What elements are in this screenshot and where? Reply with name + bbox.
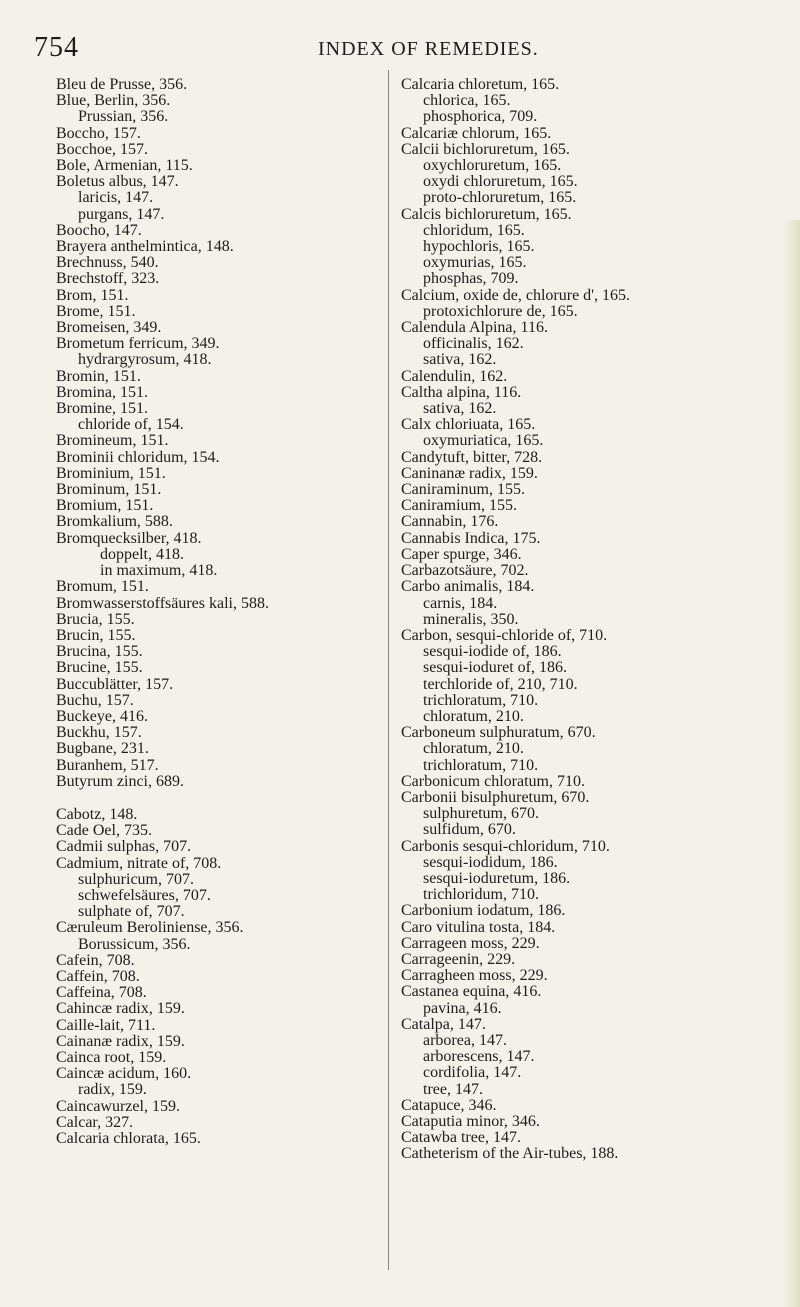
index-entry: Caniramium, 155. [401,497,517,515]
index-entry: Carbonii bisulphuretum, 670. [401,788,590,806]
index-subentry: radix, 159. [78,1081,147,1099]
index-entry: Buchu, 157. [56,691,134,709]
index-entry: Cadmium, nitrate of, 708. [56,854,222,872]
left-column [56,77,381,1147]
index-entry: Brucia, 155. [56,610,135,628]
index-entry: Buckeye, 416. [56,707,148,725]
index-subentry: chloratum, 210. [423,740,524,758]
index-entry: Boocho, 147. [56,221,142,239]
index-entry: Buranhem, 517. [56,756,159,774]
index-entry: Caincawurzel, 159. [56,1097,180,1115]
index-subentry: chlorica, 165. [423,92,511,110]
right-column [401,77,776,1163]
index-entry: Cæruleum Beroliniense, 356. [56,919,244,937]
index-entry: Calcii bichloruretum, 165. [401,140,570,158]
index-subentry: doppelt, 418. [100,545,184,563]
index-subentry: sulphuretum, 670. [423,805,539,823]
index-entry: Carboneum sulphuratum, 670. [401,724,596,742]
page-edge-stain [784,220,800,1307]
index-entry: Carragheen moss, 229. [401,967,548,985]
index-subentry: oxymuriatica, 165. [423,432,544,450]
page-header [0,32,800,66]
index-entry: Caincæ acidum, 160. [56,1065,192,1083]
index-entry: Bromum, 151. [56,578,149,596]
index-subentry: tree, 147. [423,1080,483,1098]
index-subentry: hypochloris, 165. [423,238,535,256]
index-subentry: terchloride of, 210, 710. [423,675,578,693]
index-entry: Brominii chloridum, 154. [56,448,220,466]
index-entry: Brometum ferricum, 349. [56,335,220,353]
index-entry: Blue, Berlin, 356. [56,92,171,110]
index-entry: Cannabis Indica, 175. [401,529,541,547]
index-entry: Catawba tree, 147. [401,1129,521,1147]
index-entry: Bromwasserstoffsäures kali, 588. [56,594,269,612]
running-title: INDEX OF REMEDIES. [318,38,539,60]
index-entry: Carbonis sesqui-chloridum, 710. [401,837,610,855]
index-subentry: arborea, 147. [423,1031,507,1049]
index-subentry: sulphate of, 707. [78,903,185,921]
index-entry: Bromina, 151. [56,383,148,401]
index-entry: Brechnuss, 540. [56,254,159,272]
index-entry: Brucin, 155. [56,626,136,644]
index-entry: Cadmii sulphas, 707. [56,838,192,856]
index-entry: Boccho, 157. [56,124,141,142]
index-subentry: sativa, 162. [423,400,497,418]
index-entry: Bromkalium, 588. [56,513,173,531]
index-entry: Buckhu, 157. [56,724,142,742]
section-gap [56,790,381,807]
index-subentry: sativa, 162. [423,351,497,369]
index-subentry: proto-chloruretum, 165. [423,189,577,207]
index-subentry: schwefelsäures, 707. [78,886,211,904]
index-entry: Calcaria chlorata, 165. [56,1130,201,1147]
index-entry: Bromium, 151. [56,497,154,515]
index-subentry: protoxichlorure de, 165. [423,302,578,320]
index-entry: Carrageen moss, 229. [401,934,540,952]
index-entry: Brechstoff, 323. [56,270,160,288]
index-entry: Carbonicum chloratum, 710. [401,772,585,790]
index-entry: Caro vitulina tosta, 184. [401,918,556,936]
index-subentry: chloridum, 165. [423,221,525,239]
index-entry: Brucina, 155. [56,643,143,661]
index-subentry: hydrargyrosum, 418. [78,351,212,369]
index-entry: Brom, 151. [56,286,129,304]
index-entry: Brayera anthelmintica, 148. [56,238,234,256]
index-subentry: in maximum, 418. [100,562,218,580]
index-subentry: Prussian, 356. [78,108,169,126]
index-subentry: mineralis, 350. [423,610,519,628]
index-entry: Calendulin, 162. [401,367,508,385]
index-entry: Brucine, 155. [56,659,143,677]
index-entry: Bole, Armenian, 115. [56,157,193,175]
index-entry: Calx chloriuata, 165. [401,416,536,434]
index-subentry: officinalis, 162. [423,335,524,353]
index-entry: Bromineum, 151. [56,432,169,450]
index-entry: Cainanæ radix, 159. [56,1032,185,1050]
page-number: 754 [34,32,79,63]
index-subentry: sulphuricum, 707. [78,870,194,888]
index-entry: Caffeina, 708. [56,984,147,1002]
index-entry: Brome, 151. [56,302,136,320]
index-entry: Cafein, 708. [56,951,135,969]
index-subentry: sesqui-ioduret of, 186. [423,659,567,677]
index-subentry: oxydi chloruretum, 165. [423,173,578,191]
index-entry: Bugbane, 231. [56,740,149,758]
index-subentry: phosphas, 709. [423,270,519,288]
index-entry: Catheterism of the Air-tubes, 188. [401,1145,619,1163]
index-subentry: cordifolia, 147. [423,1064,522,1082]
index-entry: Cahincæ radix, 159. [56,1000,185,1018]
index-entry: Caninanæ radix, 159. [401,464,538,482]
index-entry: Caniraminum, 155. [401,481,525,499]
index-entry: Bromquecksilber, 418. [56,529,202,547]
index-subentry: trichloratum, 710. [423,691,539,709]
index-subentry: chloride of, 154. [78,416,184,434]
index-subentry: purgans, 147. [78,205,165,223]
index-entry: Brominum, 151. [56,481,162,499]
index-entry: Caille-lait, 711. [56,1016,156,1034]
index-entry: Cataputia minor, 346. [401,1113,540,1130]
index-subentry: laricis, 147. [78,189,154,207]
index-entry: Carbonium iodatum, 186. [401,902,566,920]
index-entry: Bromeisen, 349. [56,319,162,337]
index-subentry: arborescens, 147. [423,1048,535,1066]
index-entry: Bocchoe, 157. [56,140,148,158]
index-entry: Cainca root, 159. [56,1048,167,1066]
index-subentry: sesqui-iodide of, 186. [423,643,562,661]
index-entry: Catalpa, 147. [401,1015,486,1033]
index-entry: Candytuft, bitter, 728. [401,448,543,466]
index-entry: Bromine, 151. [56,400,148,418]
index-entry: Calcariæ chlorum, 165. [401,124,552,142]
index-entry: Carbon, sesqui-chloride of, 710. [401,626,608,644]
index-subentry: sulfidum, 670. [423,821,516,839]
index-entry: Boletus albus, 147. [56,173,179,191]
index-entry: Caper spurge, 346. [401,545,522,563]
index-subentry: phosphorica, 709. [423,108,538,126]
index-entry: Bleu de Prusse, 356. [56,76,188,93]
index-entry: Cabotz, 148. [56,805,138,823]
index-entry: Cade Oel, 735. [56,822,152,840]
index-entry: Calcium, oxide de, chlorure d', 165. [401,286,631,304]
index-entry: Caffein, 708. [56,967,140,985]
index-subentry: Borussicum, 356. [78,935,191,953]
index-entry: Castanea equina, 416. [401,983,542,1001]
index-subentry: trichloridum, 710. [423,886,539,904]
index-entry: Butyrum zinci, 689. [56,772,184,790]
index-entry: Carbazotsäure, 702. [401,562,529,580]
index-subentry: oxymurias, 165. [423,254,527,272]
index-entry: Calcar, 327. [56,1113,134,1131]
index-subentry: sesqui-ioduretum, 186. [423,869,571,887]
index-subentry: oxychloruretum, 165. [423,157,562,175]
index-entry: Carbo animalis, 184. [401,578,535,596]
index-entry: Carrageenin, 229. [401,950,516,968]
index-entry: Caltha alpina, 116. [401,383,522,401]
index-entry: Cannabin, 176. [401,513,499,531]
index-entry: Bromin, 151. [56,367,141,385]
index-entry: Catapuce, 346. [401,1096,497,1114]
index-subentry: sesqui-iodidum, 186. [423,853,558,871]
index-entry: Calcaria chloretum, 165. [401,76,560,93]
index-subentry: chloratum, 210. [423,707,524,725]
index-subentry: trichloratum, 710. [423,756,539,774]
index-entry: Calcis bichloruretum, 165. [401,205,572,223]
index-entry: Brominium, 151. [56,464,166,482]
index-entry: Buccublätter, 157. [56,675,174,693]
index-entry: Calendula Alpina, 116. [401,319,548,337]
column-divider [388,70,389,1270]
index-subentry: pavina, 416. [423,999,502,1017]
index-subentry: carnis, 184. [423,594,498,612]
